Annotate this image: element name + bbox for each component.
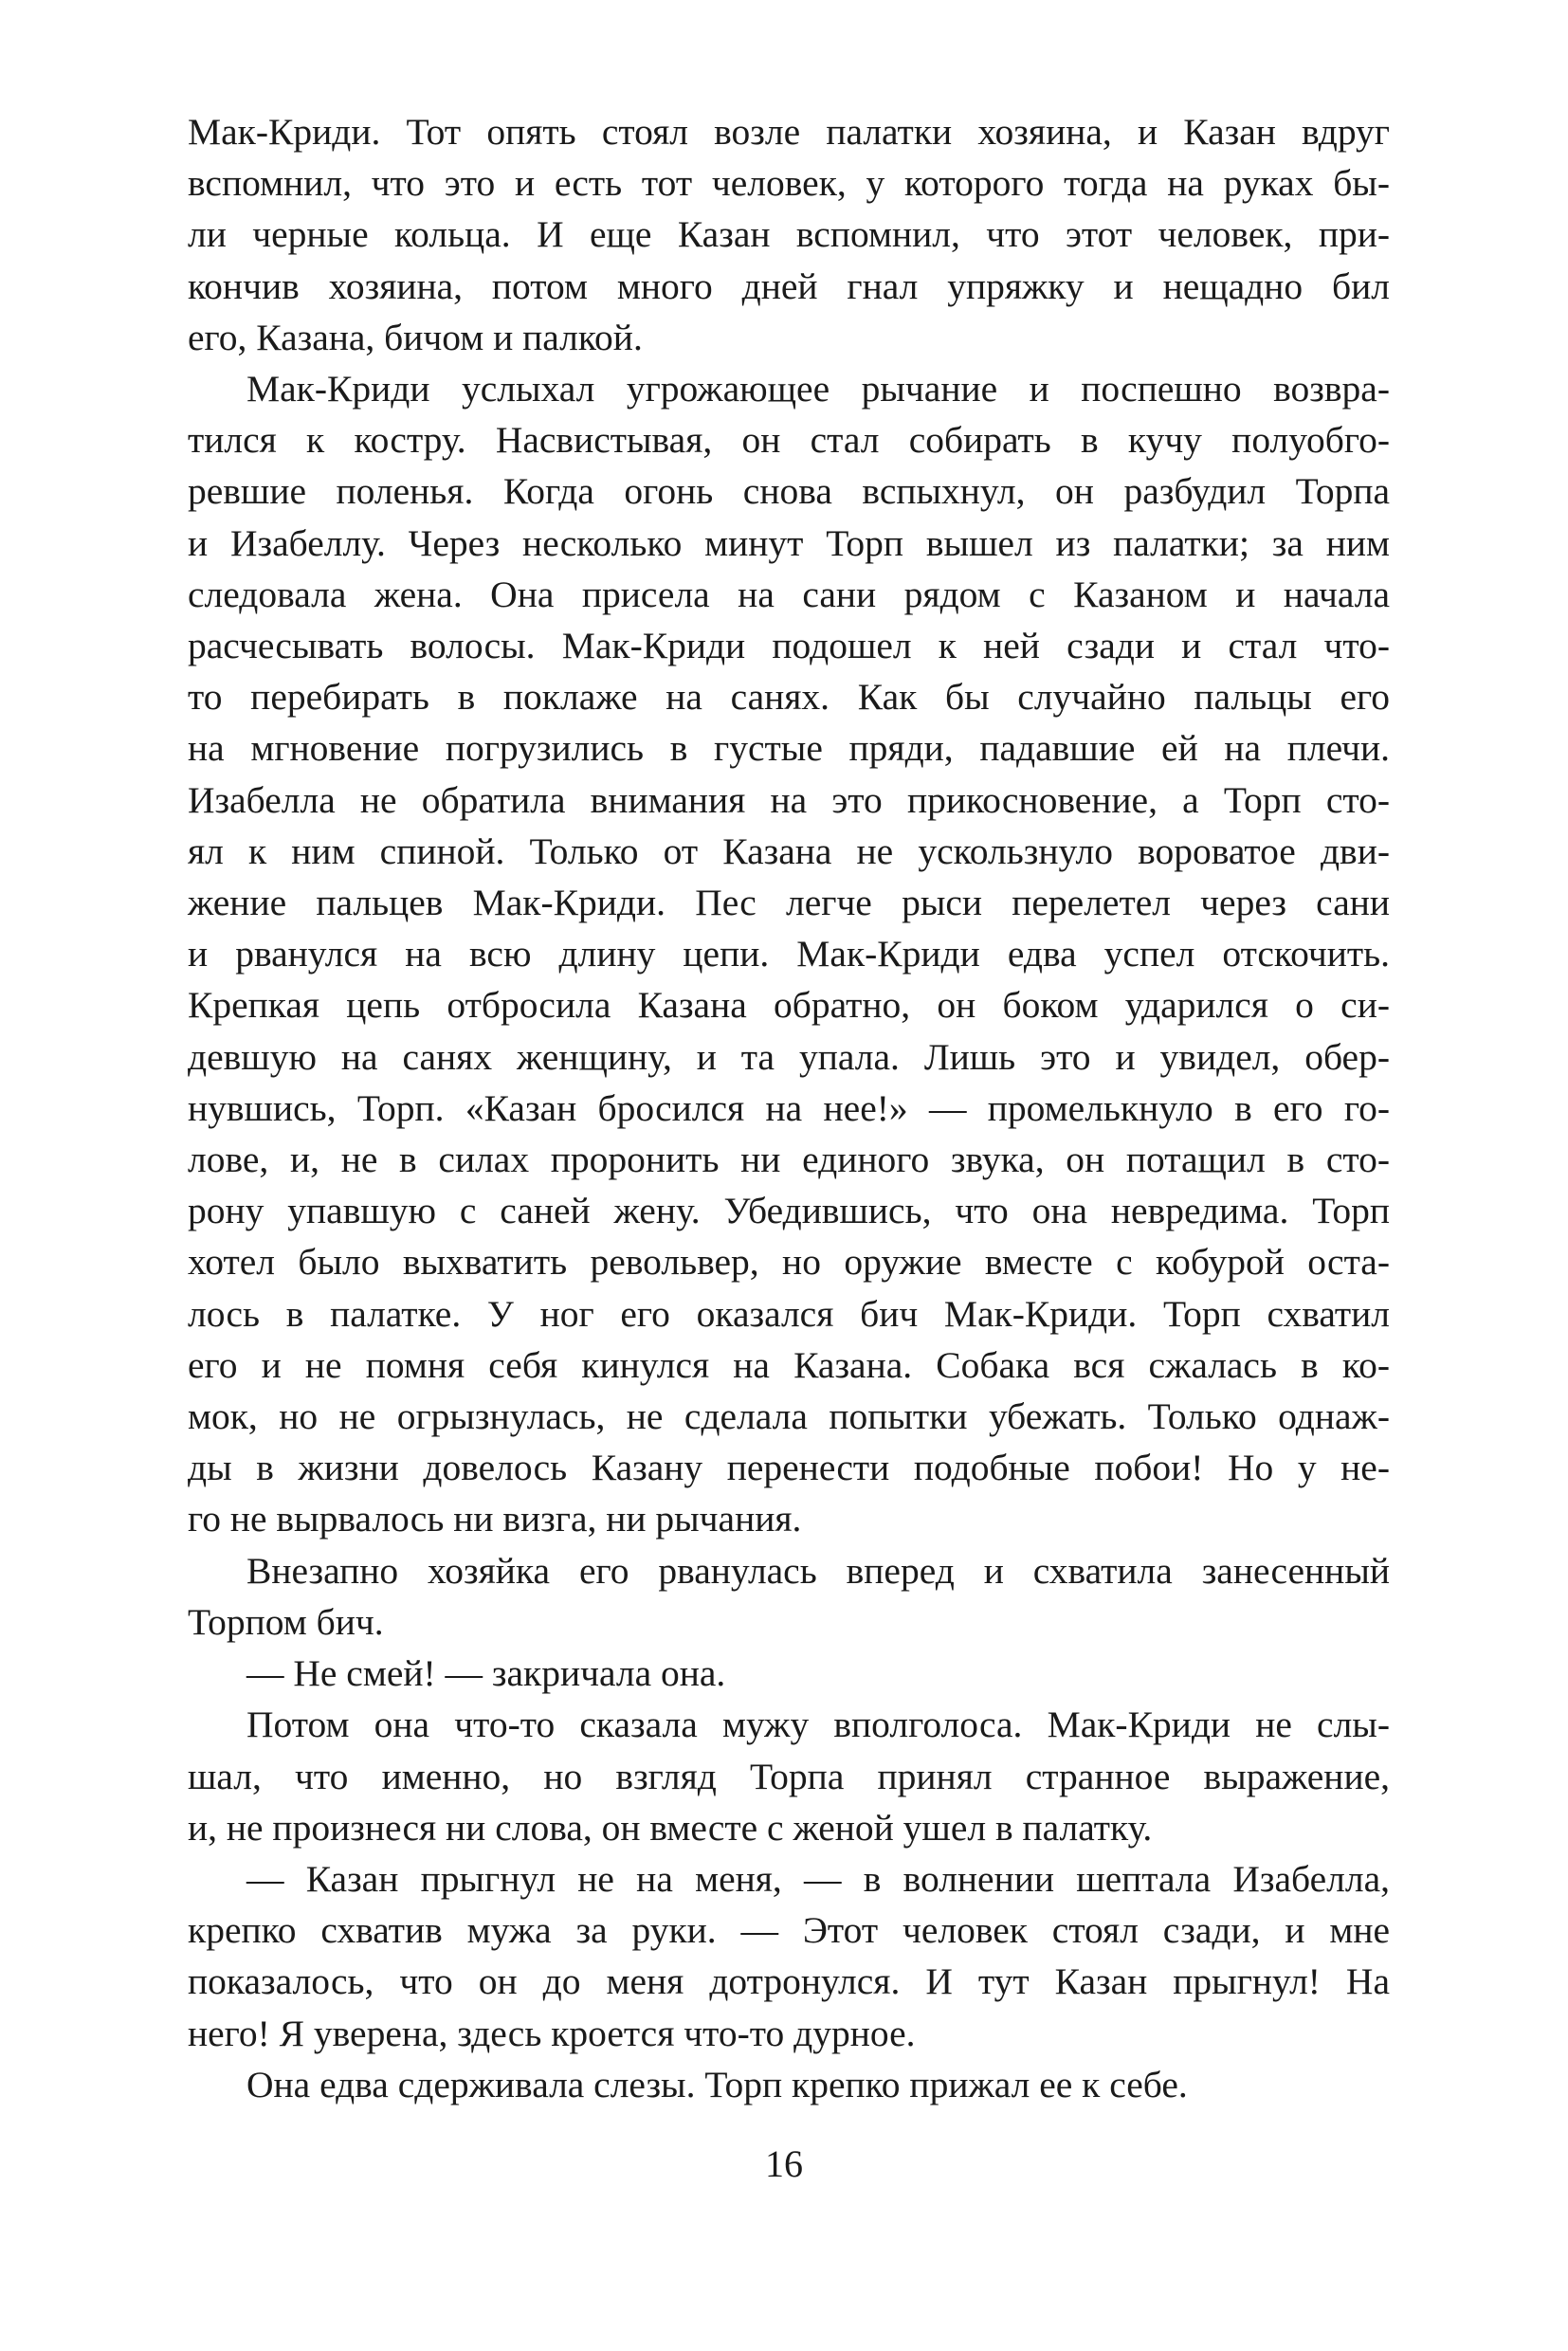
text-line: лове, и, не в силах проронить ни единого звука, он потащил в сто- <box>188 1139 1390 1181</box>
text-line: ял к ним спиной. Только от Казана не ускользнуло вороватое дви- <box>188 829 1390 872</box>
text-line: него! Я уверена, здесь кроется что-то дурное. <box>188 2012 916 2054</box>
paragraph <box>188 2059 1390 2110</box>
text-line: нувшись, Торп. «Казан бросился на нее!» — промелькнуло в его го- <box>188 1086 1390 1129</box>
paragraph <box>188 363 1390 1545</box>
paragraph <box>188 1853 1390 2059</box>
paragraph <box>188 1699 1390 1853</box>
text-line: хотел было выхватить револьвер, но оружие вместе с кобурой оста- <box>188 1241 1390 1284</box>
text-line: — Казан прыгнул не на меня, — в волнении шептала Изабелла, <box>246 1857 1390 1900</box>
text-line: Потом она что-то сказала мужу вполголоса. Мак-Криди не слы- <box>246 1704 1390 1746</box>
text-line: ревшие поленья. Когда огонь снова вспыхнул, он разбудил Торпа <box>188 470 1390 513</box>
text-line: Мак-Криди. Тот опять стоял возле палатки хозяина, и Казан вдруг <box>188 111 1390 153</box>
text-line: Крепкая цепь отбросила Казана обратно, он боком ударился о си- <box>188 984 1390 1027</box>
page-number: 16 <box>765 2142 803 2185</box>
text-line: следовала жена. Она присела на сани рядом с Казаном и начала <box>188 573 1390 615</box>
text-line: Мак-Криди услыхал угрожающее рычание и поспешно возвра- <box>246 368 1390 410</box>
text-line: жение пальцев Мак-Криди. Пес легче рыси перелетел через сани <box>188 882 1390 924</box>
text-line: лось в палатке. У ног его оказался бич Мак-Криди. Торп схватил <box>188 1292 1390 1335</box>
text-line: и, не произнеся ни слова, он вместе с женой ушел в палатку. <box>188 1806 1153 1849</box>
text-line: его, Казана, бичом и палкой. <box>188 316 643 358</box>
text-line: мок, но не огрызнулась, не сделала попытки убежать. Только однаж- <box>188 1395 1390 1438</box>
text-line: то перебирать в поклаже на санях. Как бы случайно пальцы его <box>188 676 1390 719</box>
text-line: ды в жизни довелось Казану перенести подобные побои! Но у не- <box>188 1447 1390 1489</box>
text-line: и рванулся на всю длину цепи. Мак-Криди едва успел отскочить. <box>188 933 1390 975</box>
text-line: го не вырвалось ни визга, ни рычания. <box>188 1498 802 1540</box>
text-line: ли черные кольца. И еще Казан вспомнил, что этот человек, при- <box>188 213 1390 256</box>
text-line: его и не помня себя кинулся на Казана. Собака вся сжалась в ко- <box>188 1343 1390 1386</box>
text-line: девшую на санях женщину, и та упала. Лишь это и увидел, обер- <box>188 1035 1390 1078</box>
text-line: расчесывать волосы. Мак-Криди подошел к ней сзади и стал что- <box>188 625 1390 667</box>
text-line: показалось, что он до меня дотронулся. И тут Казан прыгнул! На <box>188 1960 1390 2003</box>
text-line: крепко схватив мужа за руки. — Этот человек стоял сзади, и мне <box>188 1909 1390 1952</box>
paragraph <box>188 106 1390 363</box>
text-line: — Не смей! — закричала она. <box>246 1652 726 1695</box>
text-line: кончив хозяина, потом много дней гнал упряжку и нещадно бил <box>188 264 1390 307</box>
text-line: Изабелла не обратила внимания на это прикосновение, а Торп сто- <box>188 778 1390 821</box>
text-line: и Изабеллу. Через несколько минут Торп вышел из палатки; за ним <box>188 521 1390 564</box>
text-line: шал, что именно, но взгляд Торпа принял странное выражение, <box>188 1755 1390 1797</box>
text-line: Она едва сдерживала слезы. Торп крепко прижал ее к себе. <box>246 2063 1188 2105</box>
text-line: на мгновение погрузились в густые пряди, падавшие ей на плечи. <box>188 727 1390 770</box>
paragraph <box>188 1648 1390 1699</box>
text-line: тился к костру. Насвистывая, он стал собирать в кучу полуобго- <box>188 419 1390 462</box>
text-line: вспомнил, что это и есть тот человек, у которого тогда на руках бы- <box>188 162 1390 205</box>
text-line: рону упавшую с саней жену. Убедившись, что она невредима. Торп <box>188 1190 1390 1232</box>
text-line: Торпом бич. <box>188 1600 384 1643</box>
text-line: Внезапно хозяйка его рванулась вперед и схватила занесенный <box>246 1549 1390 1592</box>
paragraph <box>188 1545 1390 1648</box>
page-body <box>188 106 1390 2110</box>
